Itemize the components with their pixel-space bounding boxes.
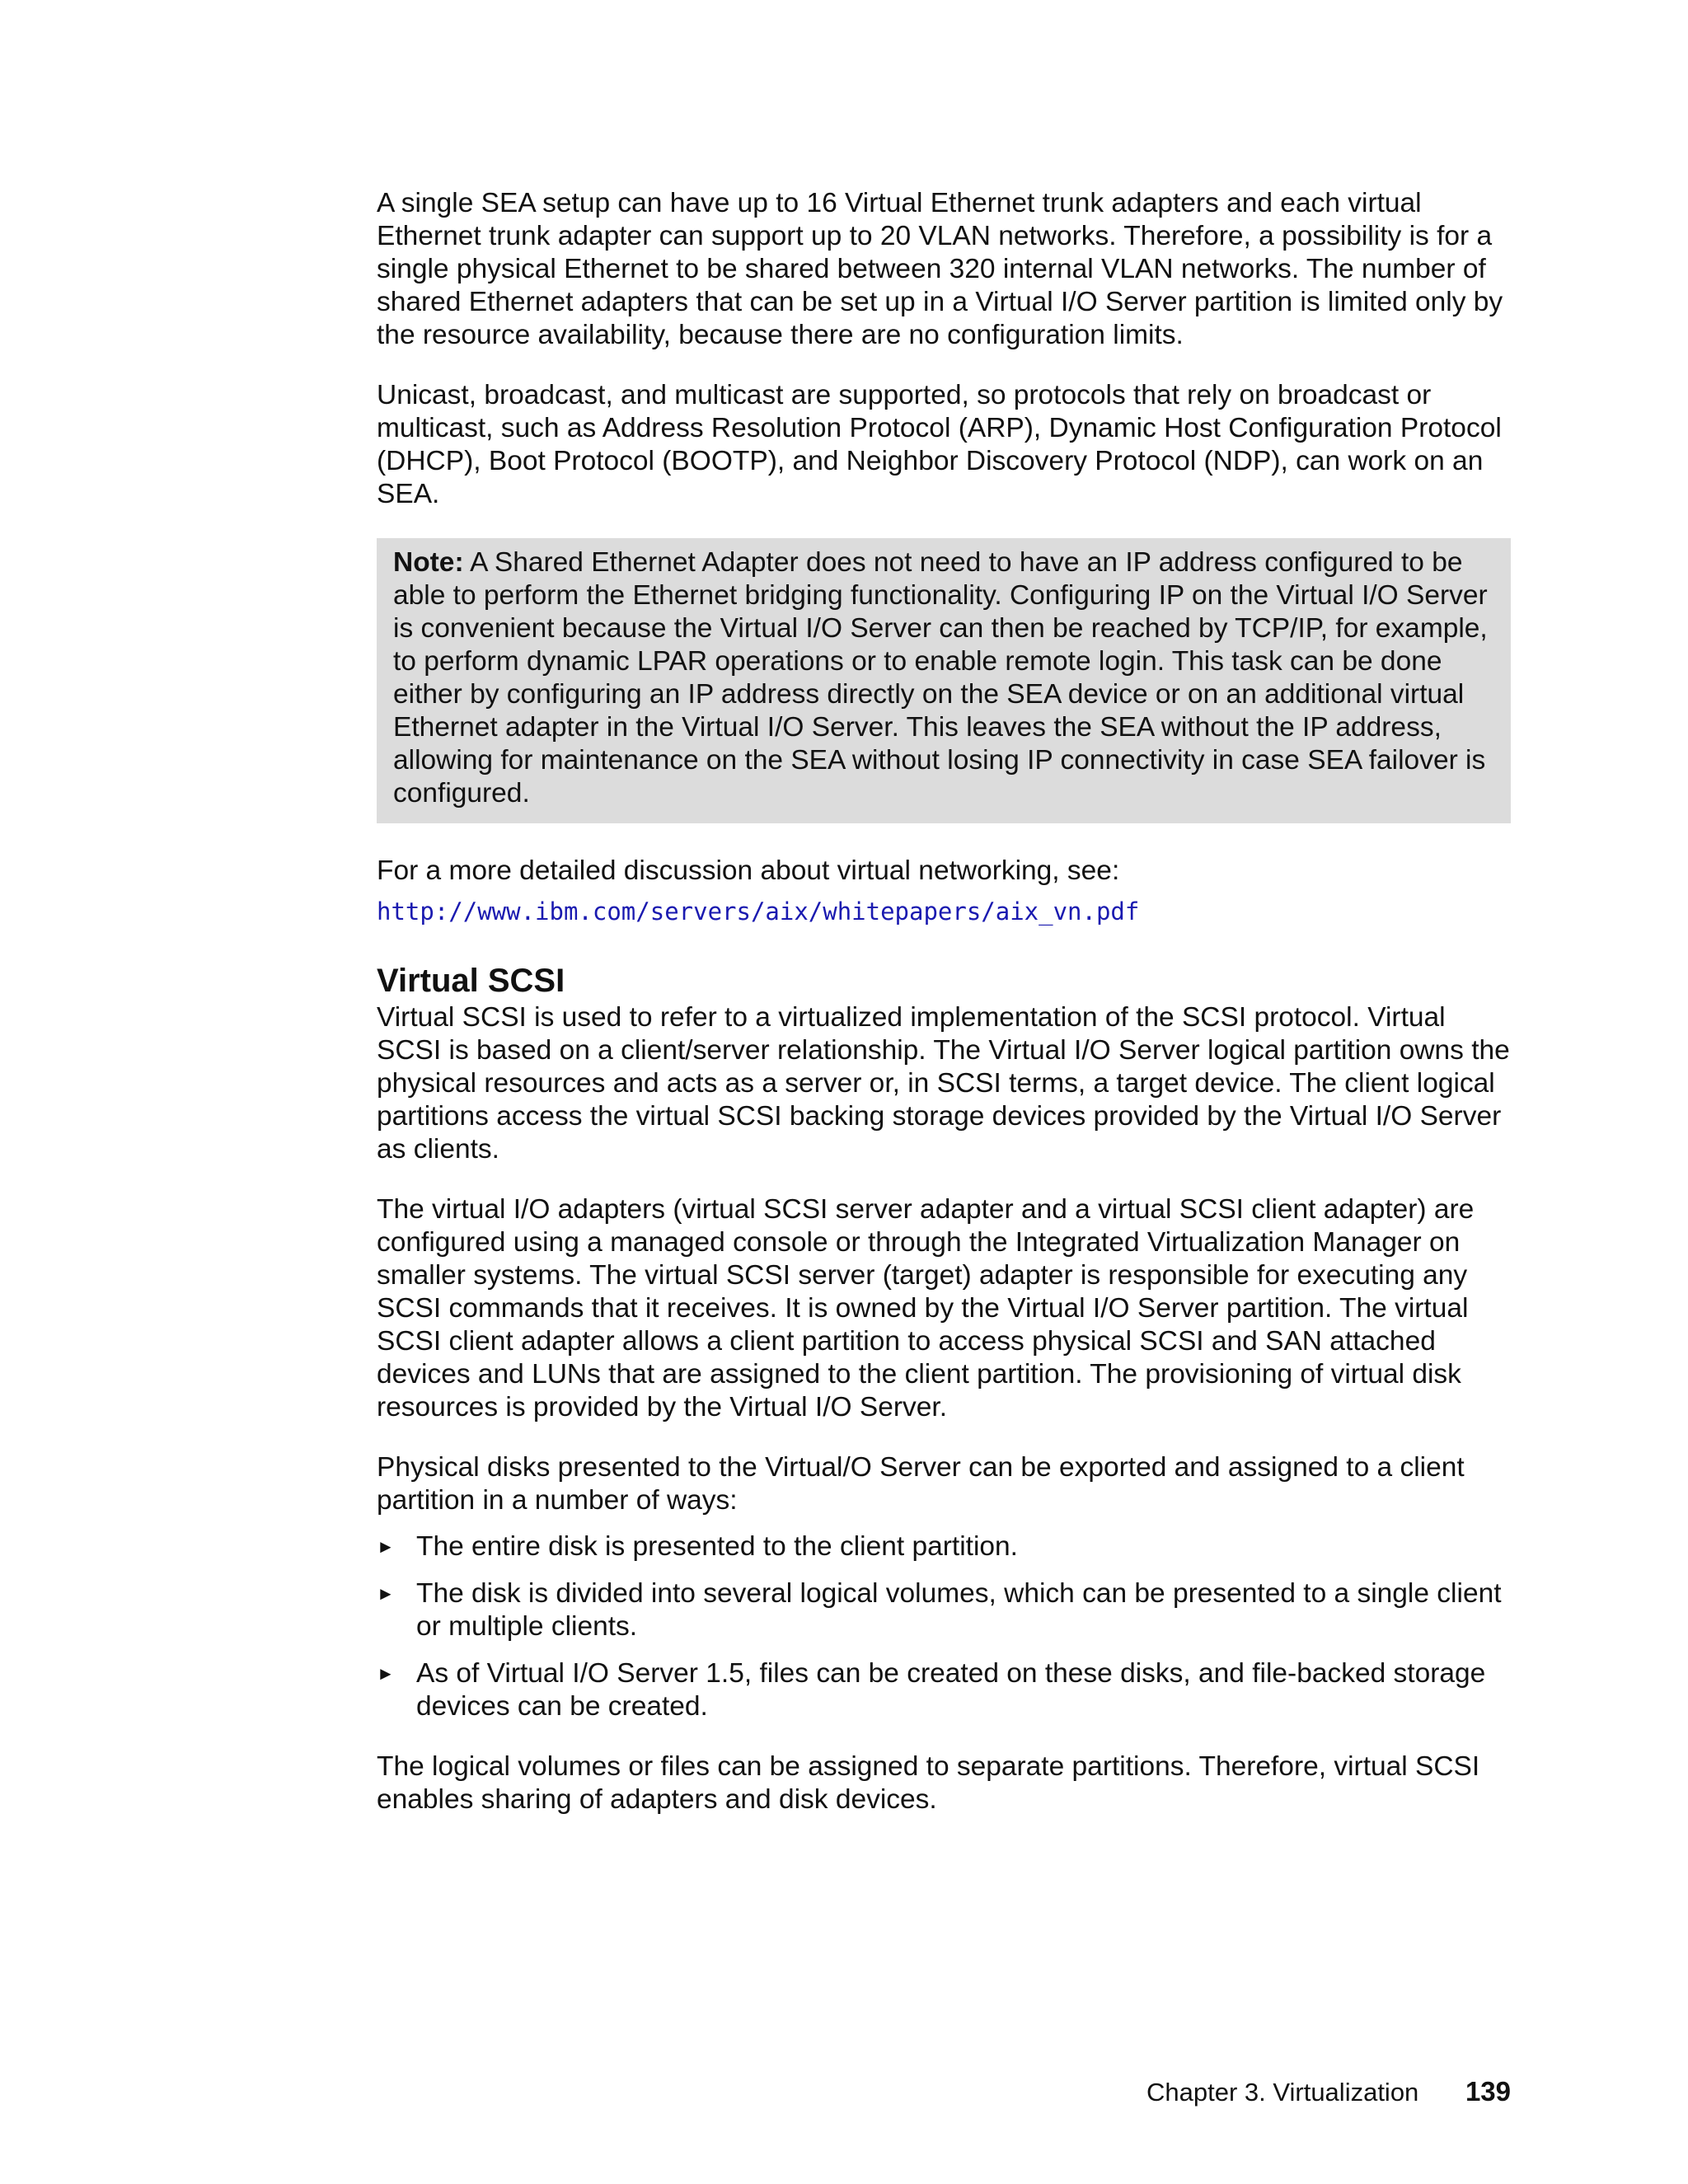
footer-chapter-title: Chapter 3. Virtualization (1146, 2078, 1419, 2107)
note-label: Note: (393, 547, 464, 578)
page-number: 139 (1465, 2076, 1511, 2107)
whitepaper-link[interactable]: http://www.ibm.com/servers/aix/whitepapers/aix_vn.pdf (377, 898, 1140, 926)
paragraph-sea-setup: A single SEA setup can have up to 16 Virtual Ethernet trunk adapters and each virtual Ethernet trunk adapter can support up to 20 VLAN networks. Therefore, a possibility is for a single physical Ethernet to be shared between 320 internal VLAN networks. The number of shared Ethernet adapters that can be set up in a Virtual I/O Server partition is limited only by the resource availability, because there are no configuration limits. (377, 188, 1503, 350)
paragraph-physical-disks: Physical disks presented to the Virtual/O Server can be exported and assigned to a client partition in a number of ways: (377, 1452, 1465, 1516)
list-item (377, 1657, 1511, 1723)
bullet-list (377, 1530, 1511, 1723)
page-footer (1146, 2075, 1511, 2109)
paragraph-logical-volumes: The logical volumes or files can be assigned to separate partitions. Therefore, virtual SCSI enables sharing of adapters and disk devices. (377, 1751, 1480, 1815)
section-heading-virtual-scsi: Virtual SCSI (377, 963, 565, 999)
paragraph-virtual-io-adapters: The virtual I/O adapters (virtual SCSI server adapter and a virtual SCSI client adapter) are configured using a managed console or through the Integrated Virtualization Manager on smaller systems. The virtual SCSI server (target) adapter is responsible for executing any SCSI commands that it receives. It is owned by the Virtual I/O Server partition. The virtual SCSI client adapter allows a client partition to access physical SCSI and SAN attached devices and LUNs that are assigned to the client partition. The provisioning of virtual disk resources is provided by the Virtual I/O Server. (377, 1194, 1475, 1422)
paragraph-virtual-scsi-intro: Virtual SCSI is used to refer to a virtualized implementation of the SCSI protocol. Virtual SCSI is based on a client/server relationship. The Virtual I/O Server logical partition owns the physical resources and acts as a server or, in SCSI terms, a target device. The client logical partitions access the virtual SCSI backing storage devices provided by the Virtual I/O Server as clients. (377, 1002, 1510, 1165)
list-item-text: The disk is divided into several logical volumes, which can be presented to a single client or multiple clients. (416, 1578, 1502, 1642)
page-content (377, 187, 1511, 1844)
triangle-bullet-icon: ► (377, 1583, 395, 1604)
paragraph-unicast: Unicast, broadcast, and multicast are supported, so protocols that rely on broadcast or multicast, such as Address Resolution Protocol (ARP), Dynamic Host Configuration Protocol (DHCP), Boot Protocol (BOOTP), and Neighbor Discovery Protocol (NDP), can work on an SEA. (377, 380, 1502, 509)
list-item (377, 1577, 1511, 1643)
list-item-text: As of Virtual I/O Server 1.5, files can be created on these disks, and file-backed storage devices can be created. (416, 1658, 1486, 1722)
triangle-bullet-icon: ► (377, 1663, 395, 1684)
note-text: A Shared Ethernet Adapter does not need to have an IP address configured to be able to perform the Ethernet bridging functionality. Configuring IP on the Virtual I/O Server is convenient because the Virtual I/O Server can then be reached by TCP/IP, for example, to perform dynamic LPAR operations or to enable remote login. This task can be done either by configuring an IP address directly on the SEA device or on an additional virtual Ethernet adapter in the Virtual I/O Server. This leaves the SEA without the IP address, allowing for maintenance on the SEA without losing IP connectivity in case SEA failover is configured. (393, 547, 1488, 808)
list-item-text: The entire disk is presented to the client partition. (416, 1531, 1018, 1562)
paragraph-see-more: For a more detailed discussion about virtual networking, see: (377, 855, 1120, 886)
triangle-bullet-icon: ► (377, 1536, 395, 1557)
note-box (377, 538, 1511, 823)
list-item (377, 1530, 1511, 1563)
